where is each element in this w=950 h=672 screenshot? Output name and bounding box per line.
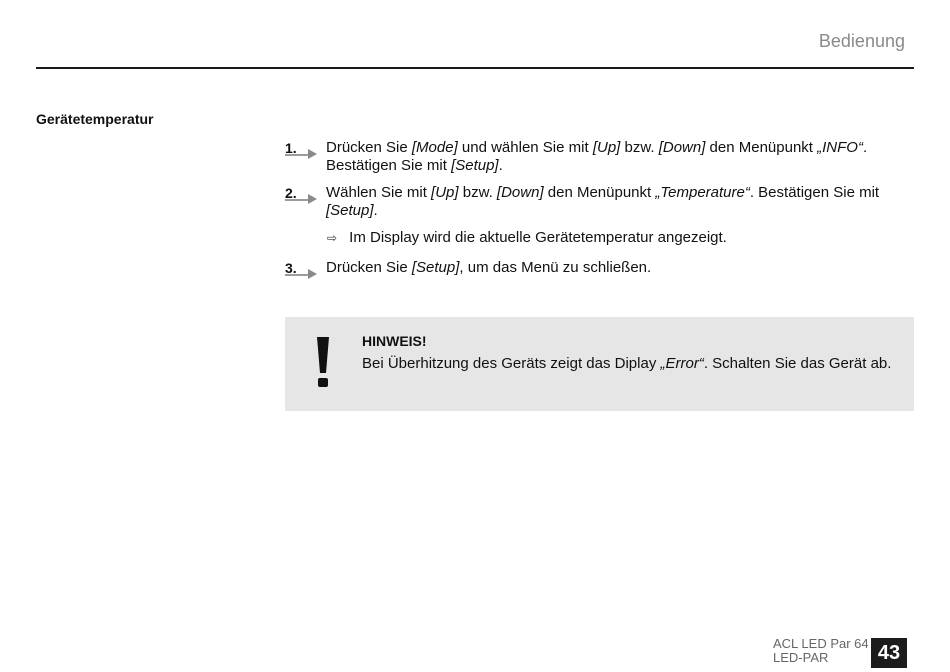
notice-box: [285, 317, 914, 411]
step-number: 1.: [285, 140, 297, 156]
text-run: .: [373, 202, 378, 219]
step-text: [326, 184, 901, 220]
text-run: . Bestätigen Sie mit: [749, 184, 880, 201]
step-number: 3.: [285, 260, 297, 276]
step-number: 2.: [285, 185, 297, 201]
notice-heading: HINWEIS!: [362, 333, 427, 349]
text-run: . Bestätigen Sie mit: [326, 139, 868, 174]
emphasis-text: „INFO“: [817, 139, 863, 156]
emphasis-text: [Setup]: [451, 157, 499, 174]
emphasis-text: [Down]: [658, 139, 706, 156]
footer-product: [773, 637, 869, 665]
emphasis-text: [Setup]: [326, 202, 374, 219]
step-text: [326, 259, 901, 277]
text-run: den Menüpunkt: [705, 139, 818, 156]
text-run: bzw.: [620, 139, 659, 156]
text-run: Drücken Sie: [326, 139, 412, 156]
header-rule: [36, 67, 914, 69]
text-run: . Schalten Sie das Gerät ab.: [703, 355, 892, 372]
text-run: bzw.: [458, 184, 497, 201]
notice-text: [362, 355, 891, 372]
footer-product-name: ACL LED Par 64: [773, 636, 869, 651]
text-run: Wählen Sie mit: [326, 184, 432, 201]
result-arrow-icon: ⇨: [327, 231, 338, 245]
step-text: [326, 139, 901, 175]
emphasis-text: [Mode]: [411, 139, 458, 156]
page-number: 43: [871, 638, 907, 668]
emphasis-text: [Up]: [592, 139, 621, 156]
text-run: Bei Überhitzung des Geräts zeigt das Diplay: [362, 355, 661, 372]
text-run: , um das Menü zu schließen.: [459, 259, 652, 276]
footer-product-code: LED-PAR: [773, 650, 829, 665]
text-run: .: [498, 157, 503, 174]
section-title: Gerätetemperatur: [36, 111, 154, 127]
exclamation-icon: [315, 335, 331, 389]
emphasis-text: [Down]: [496, 184, 544, 201]
emphasis-text: „Temperature“: [655, 184, 750, 201]
step-result: [327, 229, 727, 247]
emphasis-text: [Setup]: [411, 259, 460, 276]
step-arrow-icon: [285, 194, 319, 204]
text-run: den Menüpunkt: [543, 184, 656, 201]
emphasis-text: [Up]: [431, 184, 459, 201]
step-arrow-icon: [285, 269, 319, 279]
emphasis-text: „Error“: [660, 355, 704, 372]
text-run: und wählen Sie mit: [457, 139, 593, 156]
text-run: Drücken Sie: [326, 259, 412, 276]
page-header-title: Bedienung: [818, 31, 905, 51]
step-arrow-icon: [285, 149, 319, 159]
result-text: Im Display wird die aktuelle Gerätetemperatur angezeigt.: [349, 229, 727, 246]
